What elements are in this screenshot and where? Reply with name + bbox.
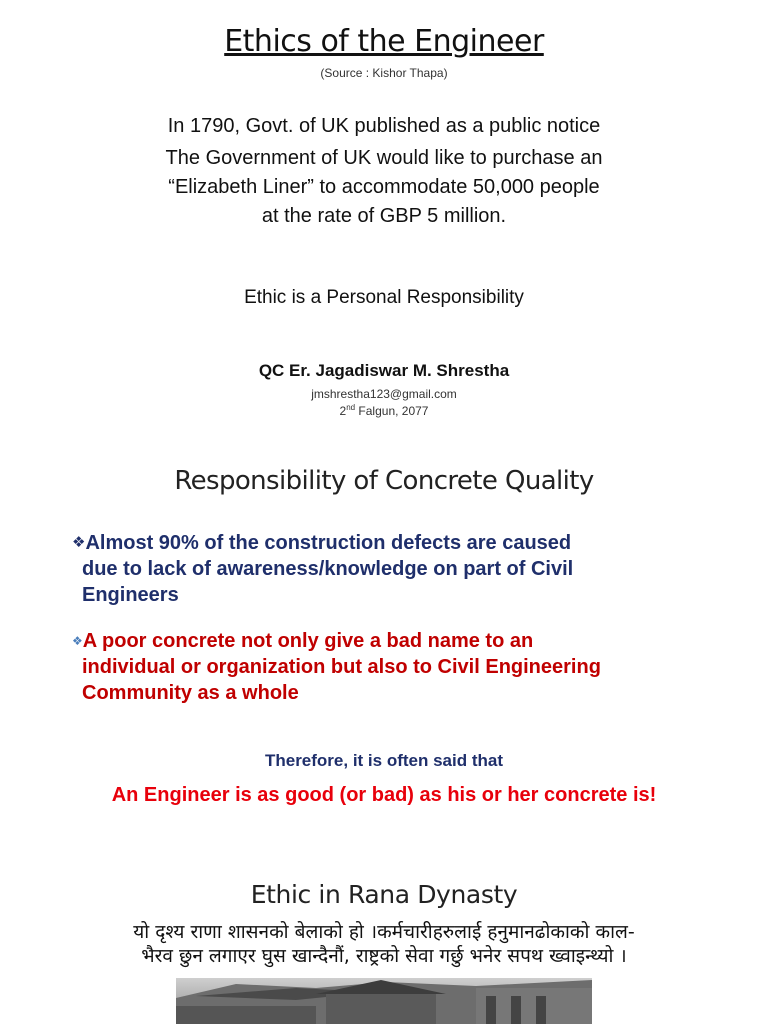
section-title-rana: Ethic in Rana Dynasty: [250, 880, 518, 909]
notice-line-2: The Government of UK would like to purchase an: [165, 147, 603, 169]
nepali-text-line-2: भैरव छुन लगाएर घुस खान्दैनौं, राष्ट्रको सेवा गर्छु भनेर सपथ ख्वाइन्थ्यो ।: [141, 945, 627, 967]
bullet-poor-concrete: [72, 628, 712, 706]
rana-dynasty-photo: [176, 978, 592, 1024]
diamond-bullet-icon: ❖: [72, 534, 86, 551]
bullet-poor-concrete-line-2: individual or organization but also to Civil Engineering: [82, 656, 601, 678]
nepali-text: [0, 920, 768, 968]
section-title-concrete: Responsibility of Concrete Quality: [174, 466, 594, 496]
source-credit: (Source : Kishor Thapa): [320, 66, 448, 80]
notice-line-1: In 1790, Govt. of UK published as a public notice: [167, 115, 601, 137]
notice-line-4: at the rate of GBP 5 million.: [261, 205, 507, 227]
bullet-defects-line-3: Engineers: [82, 584, 179, 606]
tagline: Ethic is a Personal Responsibility: [244, 287, 524, 308]
bullet-defects-line-1: Almost 90% of the construction defects are caused: [85, 532, 572, 554]
date-rest: Falgun, 2077: [355, 404, 429, 418]
diamond-bullet-icon: ❖: [72, 634, 83, 648]
date-day: 2: [339, 404, 347, 418]
date-ordinal: nd: [346, 403, 356, 412]
author-email: jmshrestha123@gmail.com: [311, 387, 457, 401]
author-name: QC Er. Jagadiswar M. Shrestha: [258, 361, 510, 380]
date-line: [0, 403, 768, 418]
historic-photo-image: [176, 978, 592, 1024]
bullet-defects: [72, 530, 712, 608]
bullet-poor-concrete-line-3: Community as a whole: [82, 682, 299, 704]
notice-line-3: “Elizabeth Liner” to accommodate 50,000 people: [168, 176, 600, 198]
bullet-defects-line-2: due to lack of awareness/knowledge on part of Civil: [82, 558, 574, 580]
slide-title: Ethics of the Engineer: [224, 24, 544, 59]
bullet-poor-concrete-line-1: A poor concrete not only give a bad name to an: [82, 630, 534, 652]
therefore-text: Therefore, it is often said that: [264, 751, 504, 770]
conclusion-text: An Engineer is as good (or bad) as his or her concrete is!: [111, 784, 657, 806]
nepali-text-line-1: यो दृश्य राणा शासनको बेलाको हो ।कर्मचारीहरुलाई हनुमानढोकाको काल-: [133, 921, 635, 943]
